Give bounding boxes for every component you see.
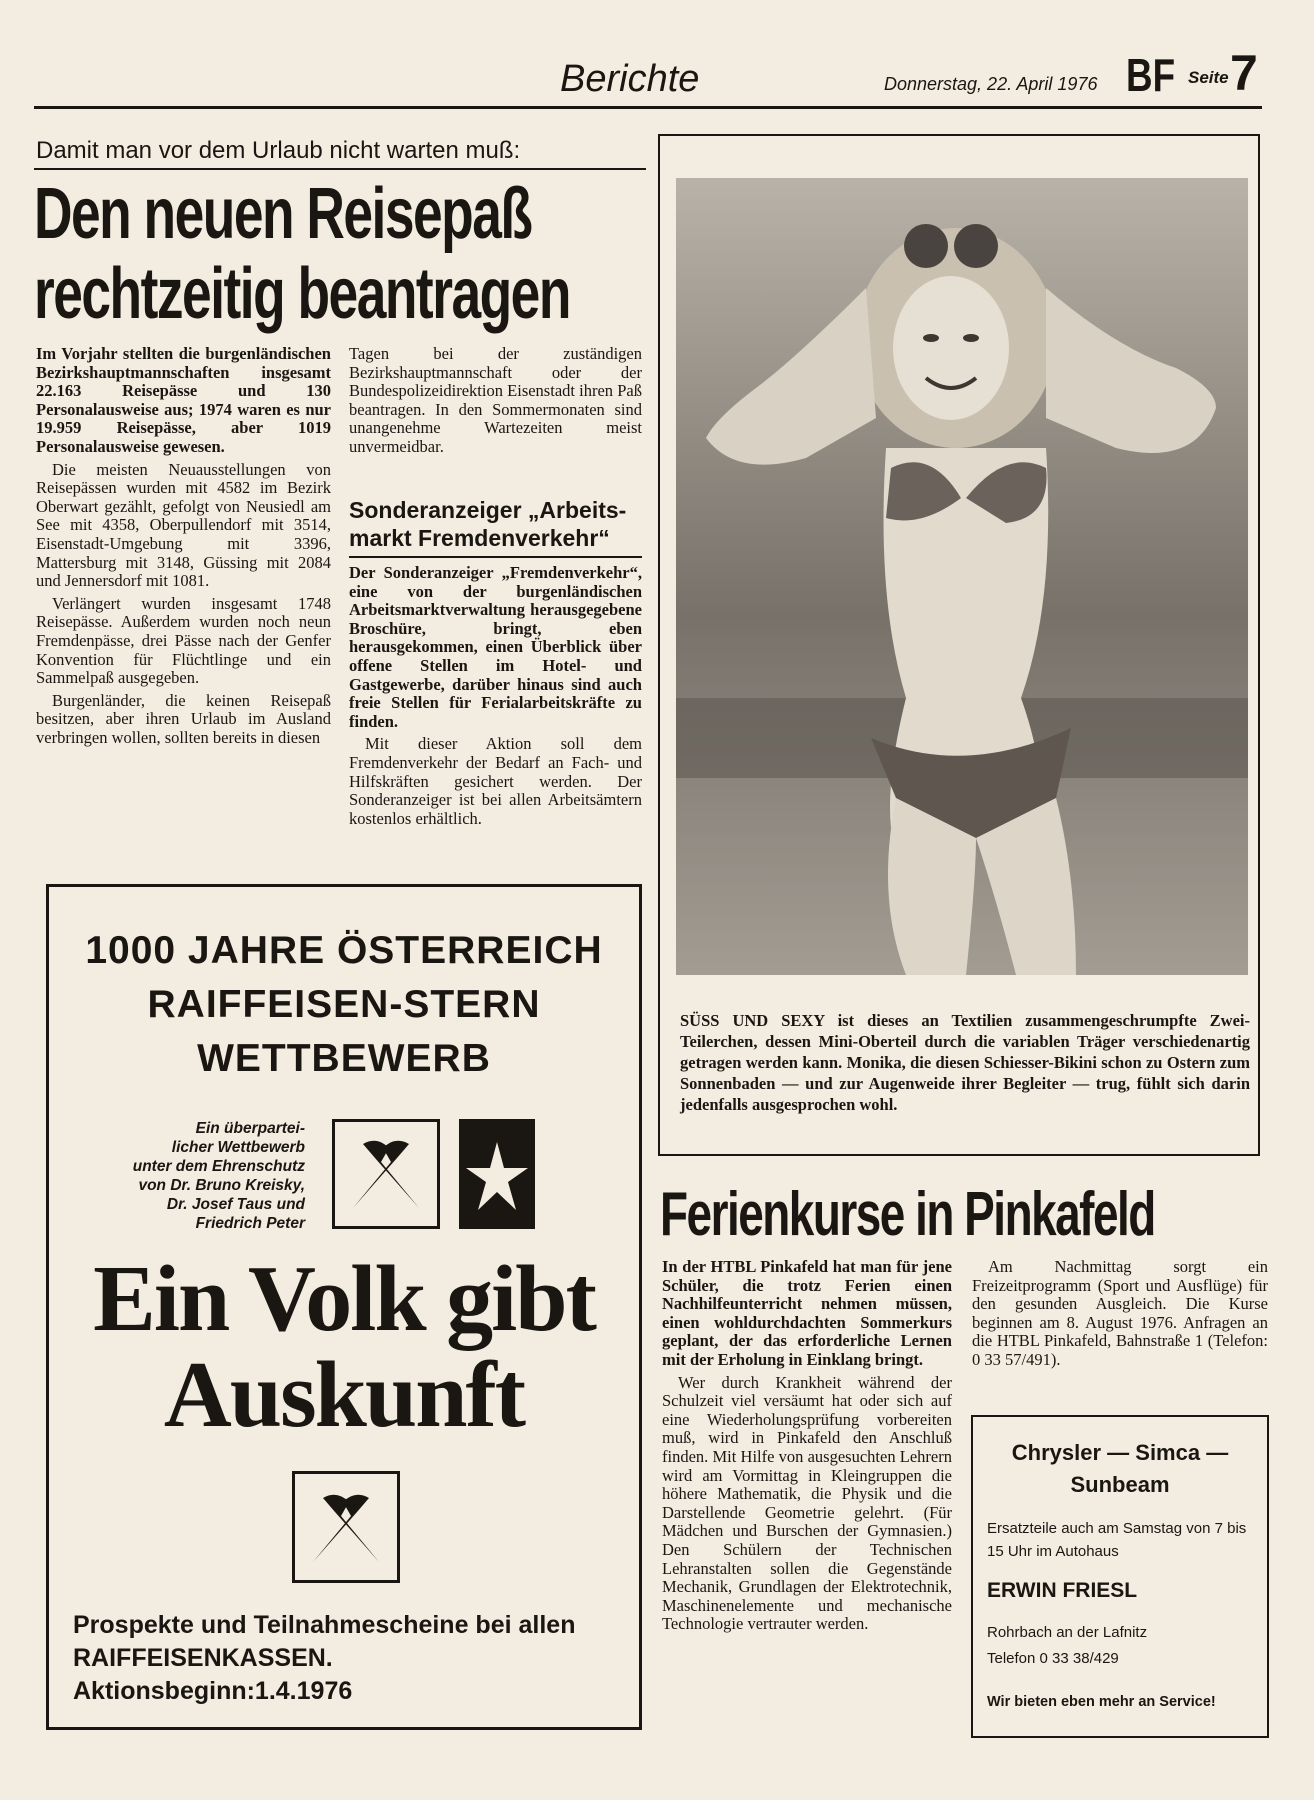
patronage-line: von Dr. Bruno Kreisky,	[138, 1177, 305, 1194]
dealer-slogan: Wir bieten eben mehr an Service!	[987, 1694, 1216, 1710]
patronage-line: unter dem Ehrenschutz	[132, 1158, 305, 1175]
patronage-line: Dr. Josef Taus und	[166, 1196, 305, 1213]
section-title: Berichte	[560, 58, 700, 100]
article2-column2	[972, 1258, 1268, 1374]
article2-paragraph: Am Nachmittag sorgt ein Freizeitprogramm (Sport und Ausflüge) für den gesunden Ausgleich. Die Kurse beginnen am 8. August 1976. Anfragen an die HTBL Pinkafeld, Bahnstraße 1 (Telefon: 0 33 57/491).	[972, 1257, 1268, 1369]
chrysler-hours: Ersatzteile auch am Samstag von 7 bis 15 Uhr im Autohaus	[987, 1520, 1247, 1560]
article1-column2-continued	[349, 564, 642, 832]
header-rule	[34, 106, 1262, 109]
article2-paragraph: Wer durch Krankheit während der Schulzeit viel versäumt hat oder sich auf eine Wiederholungsprüfung vorbereiten muß, wird in Pinkafeld den Anschluß finden. Mit Hilfe von ausgesuchten Lehrern wird am Vormittag in Kleingruppen die höhere Mathematik, die Physik und die Darstellende Geometrie gelehrt. (Für Mädchen und Burschen der Gymnasien.) Den Schülern der Technischen Lehranstalten sollen die Gegenstände Mechanik, Grundlagen der Elektrotechnik, Maschinenelemente und mechanische Technologie vertrauter werden.	[662, 1372, 952, 1634]
patronage-text	[105, 1119, 305, 1233]
ad-headline-2: RAIFFEISEN-STERN	[147, 983, 541, 1026]
ad-headline-3: WETTBEWERB	[197, 1037, 491, 1080]
dealer-phone: Telefon 0 33 38/429	[987, 1650, 1119, 1667]
article-headline-line1: Den neuen Reisepaß	[34, 174, 532, 254]
ad-slogan-1: Ein Volk gibt	[93, 1247, 595, 1351]
article1-paragraph: Tagen bei der zuständigen Bezirkshauptmannschaft oder der Bundespolizeidirektion Eisenstadt ihren Paß beantragen. In den Sommermonaten sind unangenehme Wartezeiten meist unvermeidbar.	[349, 344, 642, 456]
photo-caption: SÜSS UND SEXY ist dieses an Textilien zusammengeschrumpfte Zwei-Teilerchen, dessen Mini-Oberteil durch die variablen Träger verschiedenartig getragen werden kann. Monika, die diesen Schiesser-Bikini schon zu Ostern zum Sonnenbaden — und zur Augenweide ihrer Begleiter — trug, fühlt sich darin jedenfalls ausgesprochen wohl.	[680, 1011, 1250, 1114]
chrysler-ad	[971, 1415, 1269, 1738]
article-kicker: Damit man vor dem Urlaub nicht warten muß:	[36, 137, 521, 164]
article2-headline: Ferienkurse in Pinkafeld	[660, 1180, 1155, 1249]
article1-paragraph: Verlängert wurden insgesamt 1748 Reisepässe. Außerdem wurden noch neun Fremdenpässe, drei Pässe nach der Genfer Konvention für Flüchtlinge und ein Sammelpaß ausgegeben.	[36, 593, 331, 688]
raiffeisen-logo-large	[292, 1471, 400, 1583]
article1-subhead	[349, 496, 642, 552]
chrysler-title-1: Chrysler — Simca —	[1011, 1440, 1229, 1465]
patronage-line: Friedrich Peter	[195, 1215, 305, 1232]
article1-sub-lead: Der Sonderanzeiger „Fremdenverkehr“, eine von der burgenländischen Arbeitsmarktverwaltung herausgegebene Broschüre, bringt, eben herausgekommen, einen Überblick über offene Stellen im Hotel- und Gastgewerbe, darüber hinaus sind auch freie Stellen für Ferialarbeitskräfte zu finden.	[349, 563, 642, 731]
subhead-line1: Sonderanzeiger „Arbeits-	[349, 497, 627, 523]
chrysler-title-2: Sunbeam	[1070, 1472, 1170, 1497]
patronage-line: Ein überpartei-	[195, 1120, 305, 1137]
raiffeisen-logo	[332, 1119, 440, 1229]
ad-headline-1: 1000 JAHRE ÖSTERREICH	[85, 929, 603, 972]
ad-slogan-2: Auskunft	[163, 1343, 525, 1447]
dealer-name: ERWIN FRIESL	[987, 1579, 1138, 1602]
crossed-horses-icon	[335, 1122, 437, 1226]
article1-paragraph: Die meisten Neuausstellungen von Reisepässen wurden mit 4582 im Bezirk Oberwart gezählt, gefolgt von Neusiedl am See mit 4358, Oberpullendorf mit 3514, Eisenstadt-Umgebung mit 3396, Mattersburg mit 3148, Güssing mit 2084 und Jennersdorf mit 1081.	[36, 459, 331, 591]
article1-paragraph: Mit dieser Aktion soll dem Fremdenverkehr der Bedarf an Fach- und Hilfskräften gesichert werden. Der Sonderanzeiger ist bei allen Arbeitsämtern kostenlos erhältlich.	[349, 734, 642, 828]
subhead-rule	[349, 556, 642, 558]
dealer-address: Rohrbach an der Lafnitz	[987, 1624, 1148, 1641]
page-label: Seite	[1188, 68, 1229, 87]
patronage-line: licher Wettbewerb	[171, 1139, 305, 1156]
issue-date: Donnerstag, 22. April 1976	[884, 74, 1098, 94]
ad-footer-2: RAIFFEISENKASSEN.	[73, 1644, 333, 1672]
article1-column2	[349, 345, 642, 461]
subhead-line2: markt Fremdenverkehr“	[349, 525, 610, 551]
star-logo	[459, 1119, 535, 1229]
ad-footer-1: Prospekte und Teilnahmescheine bei allen	[73, 1611, 576, 1639]
crossed-horses-icon	[295, 1474, 397, 1580]
kicker-rule	[34, 168, 646, 170]
page-number: 7	[1230, 45, 1258, 101]
article1-column1	[36, 345, 331, 751]
raiffeisen-ad	[46, 884, 642, 1730]
star-icon	[462, 1122, 532, 1226]
bikini-model-illustration	[676, 178, 1248, 975]
article-headline-line2: rechtzeitig beantragen	[34, 254, 570, 334]
ad-footer-3: Aktionsbeginn:1.4.1976	[73, 1677, 353, 1705]
newspaper-brand: BF	[1126, 49, 1176, 101]
article1-paragraph: Burgenländer, die keinen Reisepaß besitzen, aber ihren Urlaub im Ausland verbringen wollen, sollten bereits in diesen	[36, 690, 331, 747]
article2-lead: In der HTBL Pinkafeld hat man für jene Schüler, die trotz Ferien einen Nachhilfeunterricht nehmen müssen, einen wohldurchdachten Sommerkurs geplant, der das erforderliche Lernen mit der Erholung in Einklang bringt.	[662, 1257, 952, 1369]
article1-lead: Im Vorjahr stellten die burgenländischen Bezirkshauptmannschaften insgesamt 22.163 Reisepässe und 130 Personalausweise aus; 1974 waren es nur 19.959 Reisepässe, aber 1019 Personalausweise gewesen.	[36, 344, 331, 456]
bikini-photo	[676, 178, 1248, 975]
article2-column1	[662, 1258, 952, 1638]
